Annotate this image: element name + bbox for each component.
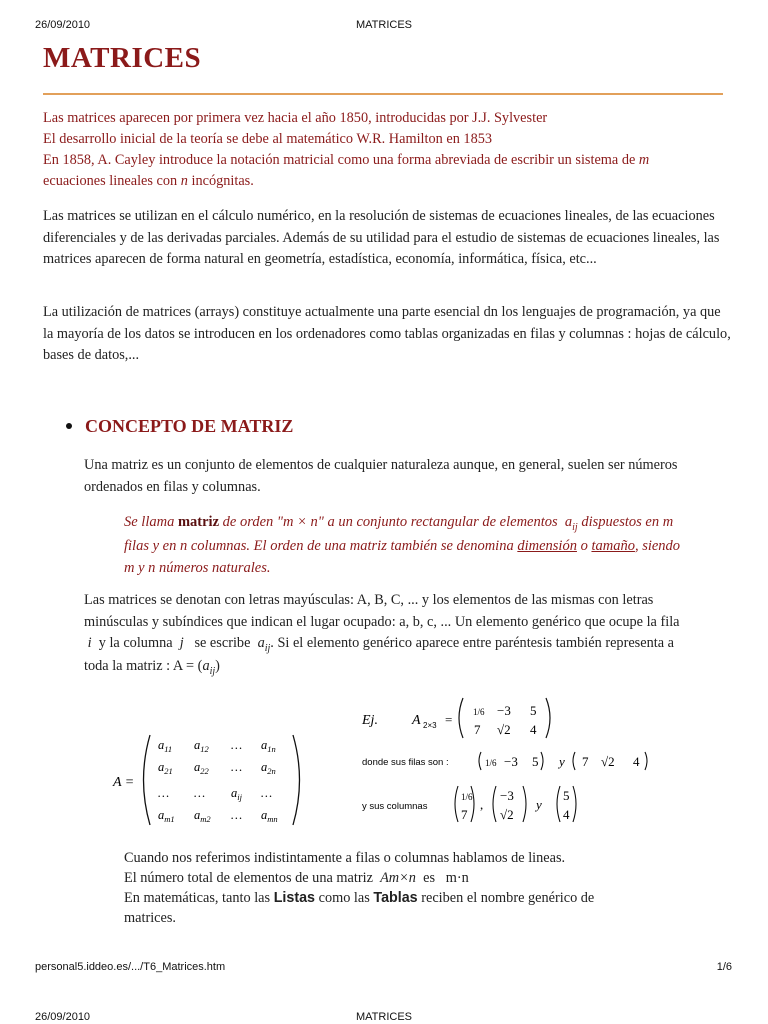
- matrix-cell: $a_{mn}$: [261, 808, 278, 824]
- col-y: y: [536, 797, 542, 812]
- cols-text: y sus columnas: [362, 801, 428, 812]
- col2-right-bracket: [523, 786, 526, 822]
- matrix-cell: $a_{1n}$: [261, 738, 276, 754]
- row1-v1: 1/6: [485, 758, 497, 768]
- matrix-cell: $a_{11}$: [158, 738, 173, 754]
- section-heading: CONCEPTO DE MATRIZ: [66, 416, 293, 437]
- col2-v1: −3: [500, 788, 514, 803]
- matrix-cell: …: [261, 786, 273, 800]
- cell-2-3: 4: [530, 722, 537, 737]
- col3-v1: 5: [563, 788, 570, 803]
- matrix-cell: …: [231, 738, 243, 752]
- matrix-example: [360, 690, 700, 830]
- matrix-cell: $a_{21}$: [158, 760, 173, 776]
- line-total: El número total de elementos de una matriz Am×n es m·n: [124, 870, 469, 886]
- matrix-cell: …: [231, 760, 243, 774]
- example-matrix-name: A: [412, 713, 421, 728]
- matrix-cell: $a_{12}$: [194, 738, 209, 754]
- header-title: MATRICES: [355, 19, 413, 31]
- footer-url[interactable]: personal5.iddeo.es/.../T6_Matrices.htm: [35, 961, 226, 973]
- matrix-cell: $a_{m2}$: [194, 808, 211, 824]
- matrix-cell: $a_{22}$: [194, 760, 209, 776]
- notation-paragraph: Las matrices se denotan con letras mayúsculas: A, B, C, ... y los elementos de las mismas con letras minúsculas y subíndices que indican el lugar ocupado: a, b, c, ... Un elemento genérico que ocupe la fila i y la columna j se escribe $a_{ij}$. Si el elemento genérico aparece entre paréntesis también representa a toda la matriz : $A = (a_{ij})$: [84, 592, 680, 677]
- next-header-title: MATRICES: [355, 1011, 413, 1023]
- intro-line-3: En 1858, A. Cayley introduce la notación matricial como una forma abreviada de escribir un sistema de m: [43, 152, 650, 168]
- col1-v1: 1/6: [461, 792, 473, 802]
- rows-text: donde sus filas son :: [362, 757, 449, 768]
- cols-comma: ,: [480, 797, 484, 812]
- closing-block: [124, 848, 684, 928]
- col3-right-bracket: [573, 786, 576, 822]
- row2-right-bracket: [645, 752, 647, 770]
- intro-line-2: El desarrollo inicial de la teoría se debe al matemático W.R. Hamilton en 1853: [43, 131, 493, 147]
- definition-block: Se llama matriz de orden "m × n" a un conjunto rectangular de elementos $a_{ij}$ dispuestos en m filas y en n columnas. El orden de una matriz también se denomina dimensión o tamaño, siendo m y n números naturales.: [124, 514, 681, 576]
- row1-right-bracket: [541, 752, 543, 770]
- concept-paragraph: Una matriz es un conjunto de elementos de cualquier naturaleza aunque, en general, suelen ser números ordenados en filas y columnas.: [84, 457, 678, 495]
- next-header-date: 26/09/2010: [35, 1011, 91, 1023]
- title-divider: [43, 93, 723, 95]
- col2-v2: √2: [500, 807, 514, 822]
- matrix-cell: …: [158, 786, 170, 800]
- matrix-cells: [158, 738, 278, 824]
- left-bracket: [144, 735, 151, 825]
- col3-left-bracket: [557, 786, 560, 822]
- matrix-cell: $a_{2n}$: [261, 760, 276, 776]
- matrix-label: A =: [113, 775, 135, 790]
- example-left-bracket: [459, 698, 463, 738]
- row2-left-bracket: [573, 752, 575, 770]
- row2-v1: 7: [582, 754, 589, 769]
- example-dims: 2×3: [423, 721, 437, 730]
- row1-v3: 5: [532, 754, 539, 769]
- intro-block: [43, 108, 733, 192]
- cell-1-3: 5: [530, 703, 537, 718]
- line-matrices: matrices.: [124, 910, 177, 926]
- cell-2-1: 7: [474, 722, 481, 737]
- matrix-cell: …: [194, 786, 206, 800]
- intro-line-1: Las matrices aparecen por primera vez hacia el año 1850, introducidas por J.J. Sylvester: [43, 110, 548, 126]
- cell-2-2: √2: [497, 722, 511, 737]
- page-title: MATRICES: [43, 42, 202, 74]
- header-date: 26/09/2010: [35, 19, 91, 31]
- row2-v3: 4: [633, 754, 640, 769]
- generic-matrix: [110, 733, 310, 828]
- intro-line-4: ecuaciones lineales con n incógnitas.: [43, 173, 254, 189]
- matrix-cell: …: [231, 808, 243, 822]
- example-right-bracket: [546, 698, 550, 738]
- paragraph-programming: La utilización de matrices (arrays) constituye actualmente una parte esencial dn los lenguajes de programación, ya que la mayoría de los datos se introducen en los ordenadores como tablas organizadas en filas y columnas : hojas de cálculo, bases de datos,...: [43, 304, 731, 363]
- col2-left-bracket: [493, 786, 496, 822]
- example-eq: =: [445, 712, 453, 727]
- matrix-cell: $a_{ij}$: [231, 786, 242, 802]
- example-cells: [473, 703, 537, 737]
- example-label: Ej.: [362, 713, 378, 728]
- row2-v2: √2: [601, 754, 615, 769]
- right-bracket: [293, 735, 300, 825]
- row1-v2: −3: [504, 754, 518, 769]
- col1-v2: 7: [461, 807, 468, 822]
- cell-1-1: 1/6: [473, 707, 485, 717]
- row1-left-bracket: [479, 752, 481, 770]
- line-lines: Cuando nos referimos indistintamente a filas o columnas hablamos de lineas.: [124, 850, 566, 866]
- col3-v2: 4: [563, 807, 570, 822]
- paragraph-uses: Las matrices se utilizan en el cálculo numérico, en la resolución de sistemas de ecuaciones lineales, de las ecuaciones diferenciales y de las derivadas parciales. Además de su utilidad para el estudio de sistemas de ecuaciones lineales, las matrices aparecen de forma natural en geometría, estadística, economía, informática, física, etc...: [43, 208, 720, 267]
- cell-1-2: −3: [497, 703, 511, 718]
- col1-left-bracket: [455, 786, 458, 822]
- matrix-cell: $a_{m1}$: [158, 808, 175, 824]
- line-lists: En matemáticas, tanto las Listas como las Tablas reciben el nombre genérico de: [124, 890, 595, 906]
- row-y: y: [559, 754, 565, 769]
- footer-page: 1/6: [716, 961, 732, 973]
- bullet-icon: [66, 423, 72, 429]
